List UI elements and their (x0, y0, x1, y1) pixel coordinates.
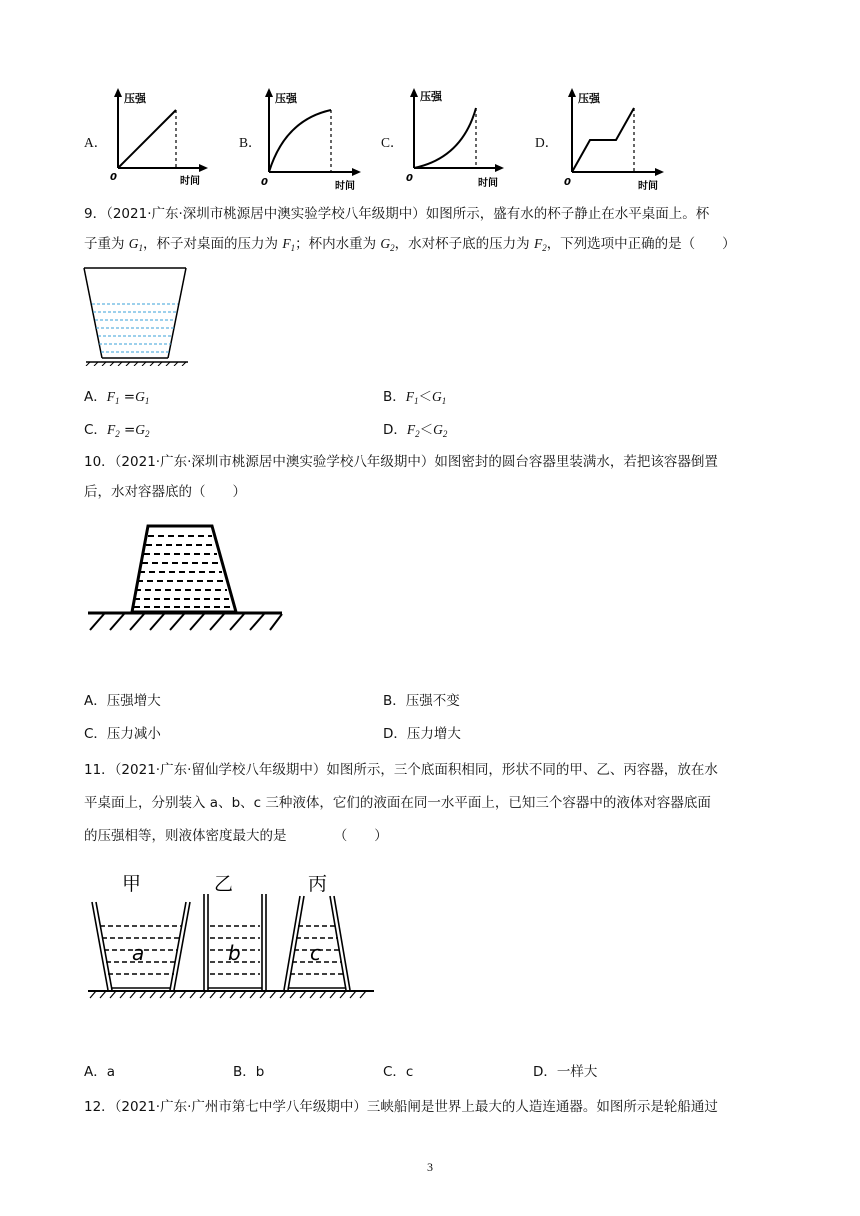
frustum-container-figure (86, 522, 286, 634)
question-9 (84, 199, 784, 263)
graph-d-stepped (558, 86, 670, 192)
question-9-line-2: 子重为 $G_1$，杯子对桌面的压力为 $F_1$；杯内水重为 $G_2$，水对杯子底的压力为 $F_2$，下列选项中正确的是（ ） (84, 236, 736, 253)
graph-c-x-label: 时间 (478, 178, 498, 189)
graph-c-origin: 0 (406, 173, 413, 184)
question-12 (84, 1092, 784, 1122)
question-11-line-1: 11．（2021·广东·留仙学校八年级期中）如图所示，三个底面积相同，形状不同的甲、乙、丙容器，放在水 (84, 762, 718, 778)
question-11 (84, 754, 784, 853)
option-c-label: C． (381, 135, 404, 150)
q10-option-d: D．压力增大 (383, 726, 461, 742)
graph-b-origin: 0 (261, 177, 268, 188)
graph-b-x-label: 时间 (335, 181, 355, 192)
q9-option-d: D．$F_2<G_2$ (383, 422, 448, 439)
option-d-label: D． (535, 135, 559, 150)
graph-c-concave-up (398, 86, 510, 190)
question-10-line-2: 后，水对容器底的（ ） (84, 484, 246, 500)
question-10 (84, 447, 784, 507)
q11-option-b: B．b (233, 1064, 265, 1080)
graph-b-concave-down (255, 86, 367, 192)
q9-option-a: A．$F_1 =G_1$ (84, 389, 150, 406)
container-label-yi: 乙 (214, 873, 234, 895)
three-containers-figure (86, 868, 376, 1000)
cup-with-water-figure (82, 262, 192, 366)
question-10-line-1: 10．（2021·广东·深圳市桃源居中澳实验学校八年级期中）如图密封的圆台容器里装满水，若把该容器倒置 (84, 454, 718, 470)
graph-d-y-label: 压强 (578, 92, 600, 105)
liquid-b-label: b (228, 941, 241, 965)
q10-option-c: C．压力减小 (84, 726, 161, 742)
q11-option-a: A．a (84, 1064, 116, 1080)
q11-option-c: C．c (383, 1064, 414, 1080)
liquid-c-label: c (310, 941, 321, 965)
page-number: 3 (427, 1160, 433, 1174)
q10-option-a: A．压强增大 (84, 693, 161, 709)
container-label-bing: 丙 (308, 873, 328, 895)
question-12-line-1: 12．（2021·广东·广州市第七中学八年级期中）三峡船闸是世界上最大的人造连通器。如图所示是轮船通过 (84, 1099, 718, 1115)
q9-option-b: B．$F_1<G_1$ (383, 389, 447, 406)
question-11-line-2: 平桌面上，分别装入 a、b、c 三种液体，它们的液面在同一水平面上，已知三个容器中的液体对容器底面 (84, 795, 711, 811)
option-a-label: A． (84, 135, 108, 150)
graph-d-origin: 0 (564, 177, 571, 188)
q11-option-d: D．一样大 (533, 1064, 598, 1080)
graph-b-y-label: 压强 (275, 92, 297, 105)
container-label-jia: 甲 (122, 873, 142, 895)
graph-c-y-label: 压强 (420, 90, 442, 103)
question-11-line-3: 的压强相等，则液体密度最大的是 （ ） (84, 828, 388, 844)
graph-a-origin: 0 (110, 172, 117, 183)
graph-a-linear (104, 86, 216, 190)
q9-option-c: C．$F_2 =G_2$ (84, 422, 150, 439)
q10-option-b: B．压强不变 (383, 693, 460, 709)
graph-a-y-label: 压强 (124, 92, 146, 105)
question-9-line-1: 9．（2021·广东·深圳市桃源居中澳实验学校八年级期中）如图所示，盛有水的杯子静止在水平桌面上。杯 (84, 206, 710, 222)
liquid-a-label: a (132, 941, 145, 965)
graph-a-x-label: 时间 (180, 176, 200, 187)
option-b-label: B． (239, 135, 262, 150)
graph-d-x-label: 时间 (638, 181, 658, 192)
